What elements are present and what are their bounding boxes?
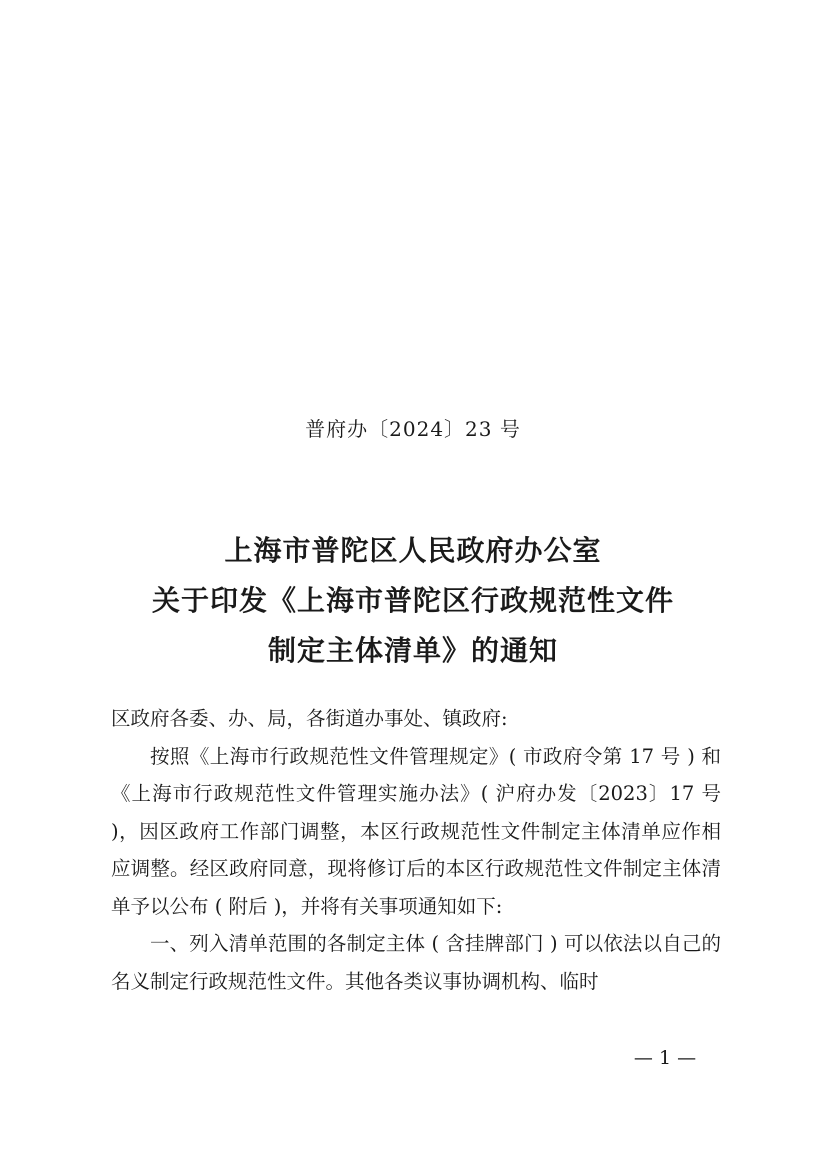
paragraph-1: 按照《上海市行政规范性文件管理规定》( 市政府令第 17 号 ) 和《上海市行政规范性文件管理实施办法》( 沪府办发〔2023〕17 号 )，因区政府工作部门调整，本区行政规范性文件制定主体清单应作相应调整。经区政府同意，现将修订后的本区行政规范性文件制定主体清单予以公布 ( 附后 )，并将有关事项通知如下: bbox=[111, 744, 721, 918]
page-number: — 1 — bbox=[633, 1047, 697, 1069]
salutation: 区政府各委、办、局，各街道办事处、镇政府: bbox=[111, 707, 508, 730]
document-number: 普府办〔2024〕23 号 bbox=[305, 417, 521, 441]
title-line-3: 制定主体清单》的通知 bbox=[267, 634, 558, 667]
paragraph-2: 一、列入清单范围的各制定主体 ( 含挂牌部门 ) 可以依法以自己的名义制定行政规范性文件。其他各类议事协调机构、临时 bbox=[111, 932, 721, 993]
title-line-2: 关于印发《上海市普陀区行政规范性文件 bbox=[151, 584, 674, 617]
document-title bbox=[0, 526, 826, 676]
document-body bbox=[111, 700, 721, 1000]
title-line-1: 上海市普陀区人民政府办公室 bbox=[224, 534, 602, 567]
